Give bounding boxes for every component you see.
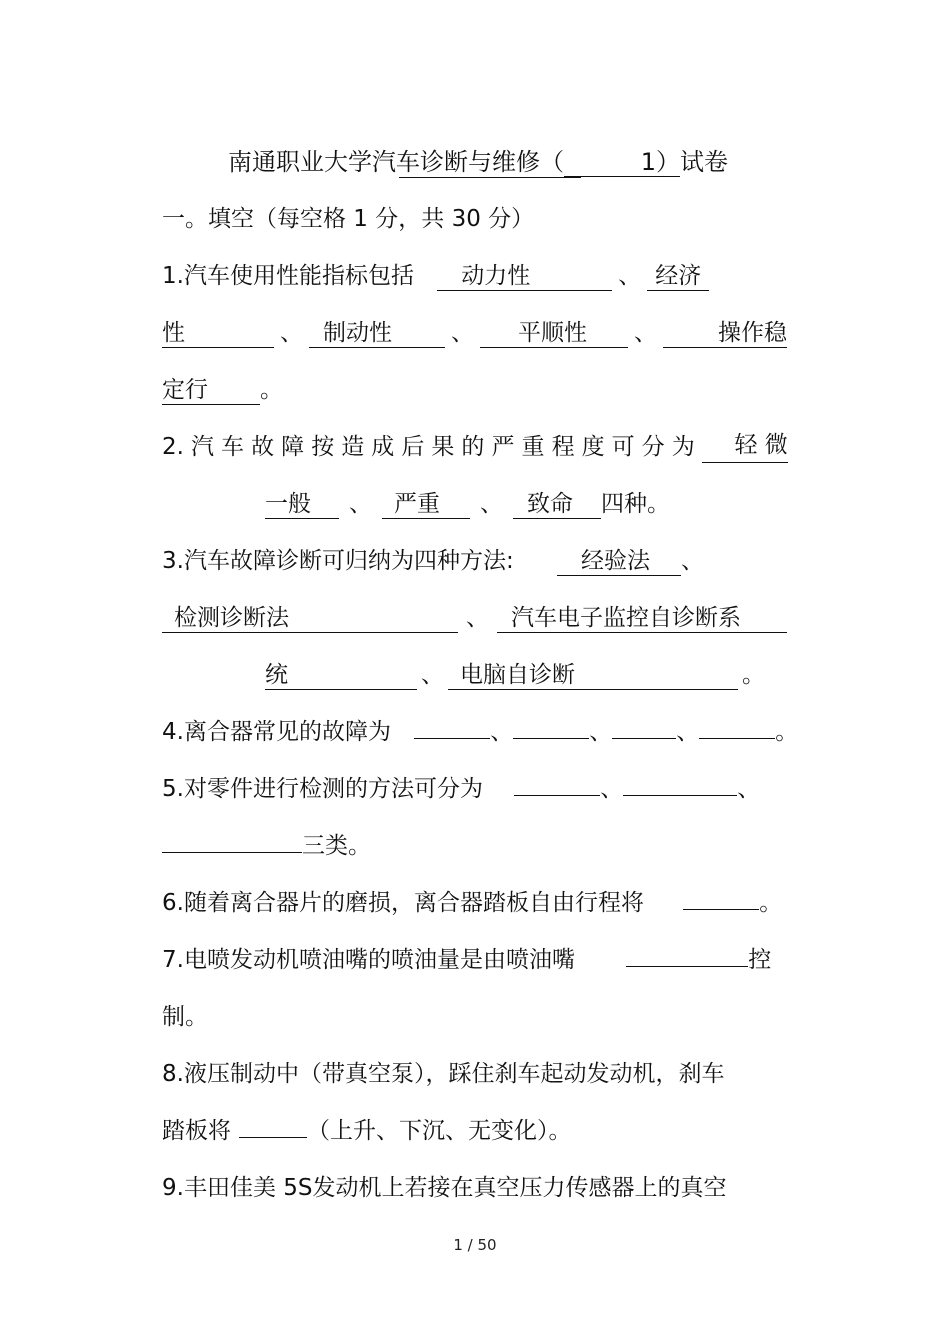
question-4: 4.离合器常见的故障为 、 、 、 。	[162, 719, 799, 745]
q5-blank-1	[514, 795, 600, 796]
question-2: 2. 汽 车 故 障 按 造 成 后 果 的 严 重 程 度 可 分 为 轻 微	[162, 431, 788, 463]
q2-answer-3: 严重	[382, 490, 470, 519]
question-3-cont: 检测诊断法 、 汽车电子监控自诊断系	[162, 602, 788, 634]
q2-answer-1: 轻 微	[702, 431, 788, 463]
question-8-cont: 踏板将 （上升、下沉、无变化）。	[162, 1118, 572, 1144]
title-suffix: 试卷	[680, 148, 728, 176]
q4-blank-1	[414, 738, 490, 739]
q2-answer-2: 一般	[265, 490, 339, 519]
q4-blank-3	[612, 738, 676, 739]
q1-answer-3: 制动性	[309, 319, 445, 348]
q4-blank-4	[699, 738, 775, 739]
q4-blank-2	[513, 738, 589, 739]
q6-blank	[683, 909, 759, 910]
page-number: 1 / 50	[453, 1236, 497, 1254]
q8-blank	[239, 1137, 307, 1138]
q1-answer-4: 平顺性	[480, 319, 628, 348]
exam-title	[228, 146, 728, 178]
question-7: 7.电喷发动机喷油嘴的喷油量是由喷油嘴 控	[162, 947, 772, 973]
q3-answer-3b: 统	[265, 661, 417, 690]
question-1-cont: 性 、 制动性 、 平顺性 、 操作稳	[162, 320, 787, 346]
question-3: 3.汽车故障诊断可归纳为四种方法: 经验法 、	[162, 548, 705, 574]
q3-answer-2: 检测诊断法	[162, 604, 458, 633]
q5-blank-3	[162, 852, 302, 853]
q3-answer-4: 电脑自诊断	[448, 661, 738, 690]
question-3-cont-2: 统 、 电脑自诊断 。	[265, 662, 765, 688]
q1-answer-1: 动力性	[437, 262, 612, 291]
q1-answer-2b: 性	[162, 319, 274, 348]
question-5-cont: 三类。	[162, 830, 788, 862]
question-2-cont: 一般 、 严重 、 致命 四种。	[265, 491, 670, 517]
title-school: 南通职业大学汽车诊断与维修（	[228, 148, 564, 176]
q5-blank-2	[623, 795, 737, 796]
q3-answer-3a: 汽车电子监控自诊断系	[497, 604, 787, 633]
q1-answer-2a: 经济	[647, 262, 709, 291]
q3-answer-1: 经验法	[557, 547, 681, 576]
title-course-number: 1）	[564, 148, 680, 177]
question-7-cont: 制。	[162, 1004, 208, 1030]
q1-answer-5a: 操作稳	[663, 319, 787, 348]
title-underline-extra	[399, 177, 581, 178]
q2-answer-4: 致命	[513, 490, 601, 519]
question-5: 5.对零件进行检测的方法可分为 、 、	[162, 776, 761, 802]
question-8: 8.液压制动中（带真空泵），踩住刹车起动发动机，刹车	[162, 1061, 725, 1087]
question-6: 6.随着离合器片的磨损，离合器踏板自由行程将 。	[162, 890, 783, 916]
section-heading: 一。填空（每空格 1 分，共 30 分）	[162, 206, 535, 232]
question-1: 1.汽车使用性能指标包括 动力性 、 经济	[162, 260, 788, 292]
q1-answer-5b: 定行	[162, 376, 260, 405]
q7-blank	[626, 966, 748, 967]
question-9: 9.丰田佳美 5S发动机上若接在真空压力传感器上的真空	[162, 1175, 727, 1201]
question-1-cont-2: 定行 。	[162, 377, 283, 403]
